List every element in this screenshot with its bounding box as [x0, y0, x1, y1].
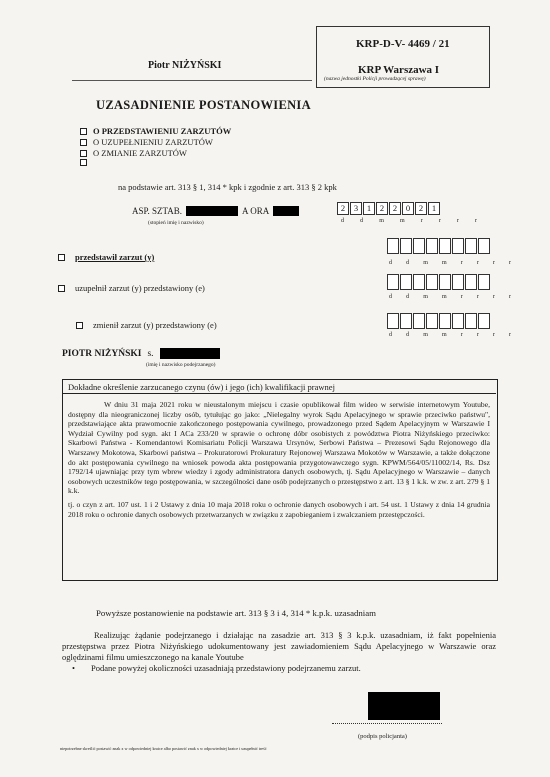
action-presented-charge[interactable] — [58, 252, 154, 262]
suspect-name — [62, 348, 220, 359]
bullet-icon: • — [72, 663, 75, 673]
suspect-parent-prefix: s. — [147, 348, 154, 359]
legal-basis: na podstawie art. 313 § 1, 314 * kpk i zgodnie z art. 313 § 2 kpk — [118, 182, 337, 192]
signature-line — [332, 723, 442, 724]
case-number: KRP-D-V- 4469 / 21 — [356, 38, 450, 50]
redaction-block — [186, 206, 238, 216]
date-digit: 1 — [363, 202, 375, 215]
date-digit: 3 — [350, 202, 362, 215]
date-caption: d d m m r r r r — [389, 260, 518, 266]
checkbox-icon[interactable] — [58, 254, 65, 261]
charge-description-body — [68, 400, 490, 523]
date-digit: 2 — [389, 202, 401, 215]
divider-line — [72, 80, 312, 81]
suspect-full-name: PIOTR NIŻYŃSKI — [62, 348, 142, 359]
option-supplement-charges[interactable] — [80, 137, 213, 147]
option-other[interactable] — [80, 159, 93, 166]
option-present-charges[interactable] — [80, 126, 231, 136]
reasoning-bullet-row — [72, 663, 496, 674]
action-supplemented-charge[interactable] — [58, 283, 205, 293]
charge-qualification: tj. o czyn z art. 107 ust. 1 i 2 Ustawy z dnia 10 maja 2018 roku o ochronie danych osobowych i art. 54 ust. 1 Ustawy z dnia 14 grudnia 2018 roku o ochronie danych osobowych przetwarzanych w związku z zapobieganiem i zwalczaniem przestępczości. — [68, 499, 490, 519]
officer-name — [132, 206, 299, 216]
action-label: uzupełnił zarzut (y) przedstawiony (e) — [75, 283, 205, 293]
checkbox-icon[interactable] — [80, 139, 87, 146]
signature-redaction — [368, 692, 440, 720]
date-digit: 2 — [376, 202, 388, 215]
checkbox-icon[interactable] — [80, 159, 87, 166]
divider-line — [62, 393, 496, 394]
reasoning-section — [62, 630, 496, 674]
date-field-empty[interactable] — [387, 274, 491, 290]
date-digit: 0 — [402, 202, 414, 215]
date-caption: d d m m r r r r — [341, 218, 485, 224]
suspect-caption: (imię i nazwisko podejrzanego) — [146, 362, 216, 368]
charge-description-title: Dokładne określenie zarzucanego czynu (ów) i jego (ich) kwalifikacji prawnej — [68, 382, 335, 392]
date-caption: d d m m r r r r — [389, 294, 518, 300]
officer-caption: (stopień imię i nazwisko) — [148, 220, 204, 226]
reasoning-paragraph: Realizując żądanie podejrzanego i działając na zasadzie art. 313 § 3 k.p.k. uzasadniam, iż fakt popełnienia przestępstwa przez Piotra Niżyńskiego udokumentowany jest zawiadomieniem Sądu Apelacyjnego w Warszawie oraz oględzinami filmu umieszczonego na kanale Youtube — [62, 630, 496, 662]
basis-statement: Powyższe postanowienie na podstawie art. 313 § 3 i 4, 314 * k.p.k. uzasadniam — [96, 608, 376, 618]
date-field[interactable] — [337, 202, 441, 215]
option-label: O ZMIANIE ZARZUTÓW — [93, 148, 187, 158]
person-name-top: Piotr NIŻYŃSKI — [148, 60, 222, 71]
date-digit: 1 — [428, 202, 440, 215]
signature-caption: (podpis policjanta) — [358, 733, 407, 740]
date-digit: 2 — [337, 202, 349, 215]
option-label: O PRZEDSTAWIENIU ZARZUTÓW — [93, 126, 232, 136]
redaction-block — [160, 348, 220, 359]
date-caption: d d m m r r r r — [389, 332, 518, 338]
charge-paragraph: W dniu 31 maja 2021 roku w nieustalonym miejscu i czasie opublikował film wideo w serwisie internetowym Youtube, dostępny dla nieograniczonej liczby osób, tytułując go jako: „Nielegalny wyrok Sądu Apelacyjnego w sprawie przeciwko państwu", przedstawiające akta prawomocnie zakończonego postępowania cywilnego, prowadzonego przed Sądem Apelacyjnym w Warszawie I Wydział Cywilny pod sygn. akt I ACa 233/20 w sprawie o ochronę dóbr osobistych z powództwa Piotra Niżyńskiego przeciwko: Skarbowi Państwa - Komendantowi Komisariatu Policji Warszawa Ursynów, Serbowi Państwa – Prezesowi Sądu Rejonowego dla Warszawy Mokotowa, Skarbowi państwa – Prokuratorowi Prokuratury Rejonowej Warszawa Mokotów w Warszawie, a także dołączone do akt postępowania cywilnego na wniosek powoda akta postępowania przygotowawczego sygn. KPWM/564/05/11002/14, Rs. Dsz 1792/14 ujawniając przy tym wbrew wiedzy i zgody administratora danych osobowych, tj. Sądu Apelacyjnego w Warszawie – danych osobowych uczestników tego postępowania, w szczególności dane osób podejrzanych o przestępstwo z art. 13 § 1 k.k. w zw. z art. 279 § 1 k.k. — [68, 400, 490, 496]
document-title: UZASADNIENIE POSTANOWIENIA — [96, 98, 311, 112]
unit-name: KRP Warszawa I — [358, 64, 440, 76]
date-field-empty[interactable] — [387, 238, 491, 254]
checkbox-icon[interactable] — [58, 285, 65, 292]
checkbox-icon[interactable] — [80, 128, 87, 135]
officer-name-fragment: A ORA — [242, 206, 270, 216]
checkbox-icon[interactable] — [76, 322, 83, 329]
action-label: zmienił zarzut (y) przedstawiony (e) — [93, 320, 217, 330]
action-changed-charge[interactable] — [76, 320, 217, 330]
unit-caption: (nazwa jednostki Policji prowadzącej sprawę) — [324, 76, 426, 82]
checkbox-icon[interactable] — [80, 150, 87, 157]
footnote: niepotrzebne skreślić postawić znak x w odpowiedniej kratce albo postawić znak x w odpowiedniej kratce i uzupełnić treść — [60, 746, 267, 751]
option-change-charges[interactable] — [80, 148, 187, 158]
officer-rank: ASP. SZTAB. — [132, 206, 183, 216]
date-field-empty[interactable] — [387, 313, 491, 329]
date-digit: 2 — [415, 202, 427, 215]
reasoning-conclusion: Podane powyżej okoliczności uzasadniają przedstawiony podejrzanemu zarzut. — [90, 663, 361, 673]
action-label: przedstawił zarzut (y) — [75, 252, 155, 262]
option-label: O UZUPEŁNIENIU ZARZUTÓW — [93, 137, 213, 147]
redaction-block — [273, 206, 299, 216]
